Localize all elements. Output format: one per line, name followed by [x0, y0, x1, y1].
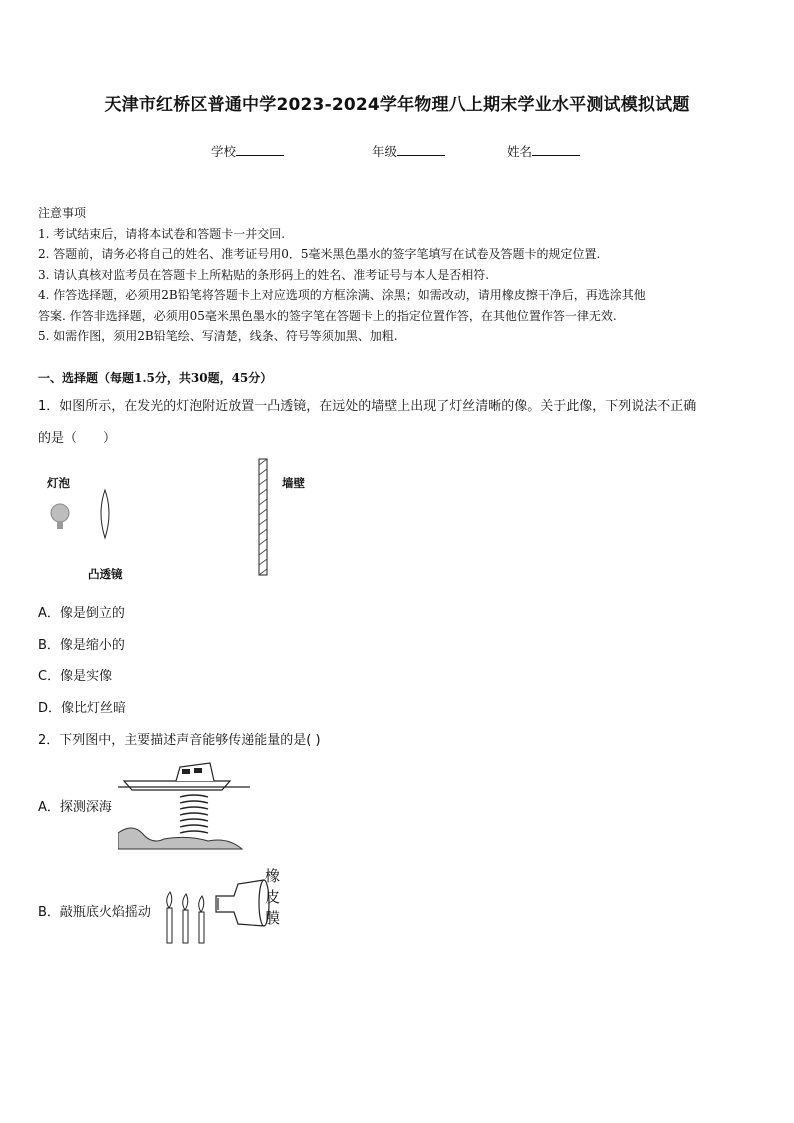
question-1-stem: 1．如图所示，在发光的灯泡附近放置一凸透镜，在远处的墙壁上出现了灯丝清晰的像。关于此像，下列说法不正确 — [38, 399, 697, 414]
name-field — [507, 142, 580, 160]
convex-lens-icon — [101, 490, 109, 538]
notice-item: 5. 如需作图，须用2B铅笔绘、写清楚，线条、符号等须加黑、加粗. — [38, 329, 398, 343]
grade-label: 年级 — [372, 144, 398, 159]
school-label: 学校 — [211, 144, 237, 159]
name-label: 姓名 — [507, 144, 533, 159]
question-2-stem: 2．下列图中，主要描述声音能够传递能量的是( ) — [38, 733, 321, 748]
question-1-stem-cont: 的是（ ） — [38, 431, 117, 446]
notice-item: 1. 考试结束后，请将本试卷和答题卡一并交回. — [38, 226, 286, 241]
option-a[interactable]: A．像是倒立的 — [38, 606, 125, 621]
name-blank[interactable] — [532, 143, 580, 156]
grade-field — [372, 142, 445, 160]
notice-heading: 注意事项 — [38, 206, 87, 220]
wall-icon — [259, 459, 267, 575]
bulb-label: 灯泡 — [47, 476, 70, 490]
q2-option-b[interactable]: B．敲瓶底火焰摇动 — [38, 905, 151, 920]
page-title: 天津市红桥区普通中学2023-2024学年物理八上期末学业水平测试模拟试题 — [104, 95, 690, 115]
seabed-icon — [118, 828, 242, 849]
lens-label: 凸透镜 — [88, 567, 123, 581]
sonar-figure — [118, 757, 250, 853]
wall-label: 墙壁 — [282, 476, 305, 490]
notice-item: 2. 答题前，请务必将自己的姓名、准考证号用0．5毫米黑色墨水的签字笔填写在试卷及答题卡的规定位置. — [38, 247, 601, 261]
membrane-char: 膜 — [265, 909, 281, 927]
option-c[interactable]: C．像是实像 — [38, 669, 113, 684]
boat-icon — [118, 763, 250, 790]
grade-blank[interactable] — [397, 143, 445, 156]
membrane-char: 橡 — [265, 867, 281, 885]
candle-drum-figure — [160, 868, 270, 948]
option-d[interactable]: D．像比灯丝暗 — [38, 701, 127, 716]
q2-option-a[interactable]: A．探测深海 — [38, 800, 112, 815]
notice-item: 3. 请认真核对监考员在答题卡上所粘贴的条形码上的姓名、准考证号与本人是否相符. — [38, 267, 490, 282]
lens-figure — [40, 455, 280, 580]
section-heading: 一、选择题（每题1.5分，共30题，45分） — [38, 371, 273, 385]
sound-wave-icon — [180, 795, 208, 833]
school-field — [211, 142, 284, 160]
notice-block — [38, 203, 758, 347]
notice-item: 答案. 作答非选择题，必须用05毫米黑色墨水的签字笔在答题卡上的指定位置作答，在其他位置作答一律无效. — [38, 308, 617, 323]
school-blank[interactable] — [236, 143, 284, 156]
candle-icon — [167, 892, 204, 943]
option-b[interactable]: B．像是缩小的 — [38, 638, 125, 653]
notice-item: 4. 作答选择题，必须用2B铅笔将答题卡上对应选项的方框涂满、涂黑；如需改动，请用橡皮擦干净后，再选涂其他 — [38, 288, 646, 302]
bulb-icon — [51, 504, 69, 529]
bottle-icon — [216, 880, 269, 926]
membrane-char: 皮 — [265, 888, 281, 906]
membrane-label — [265, 866, 280, 929]
